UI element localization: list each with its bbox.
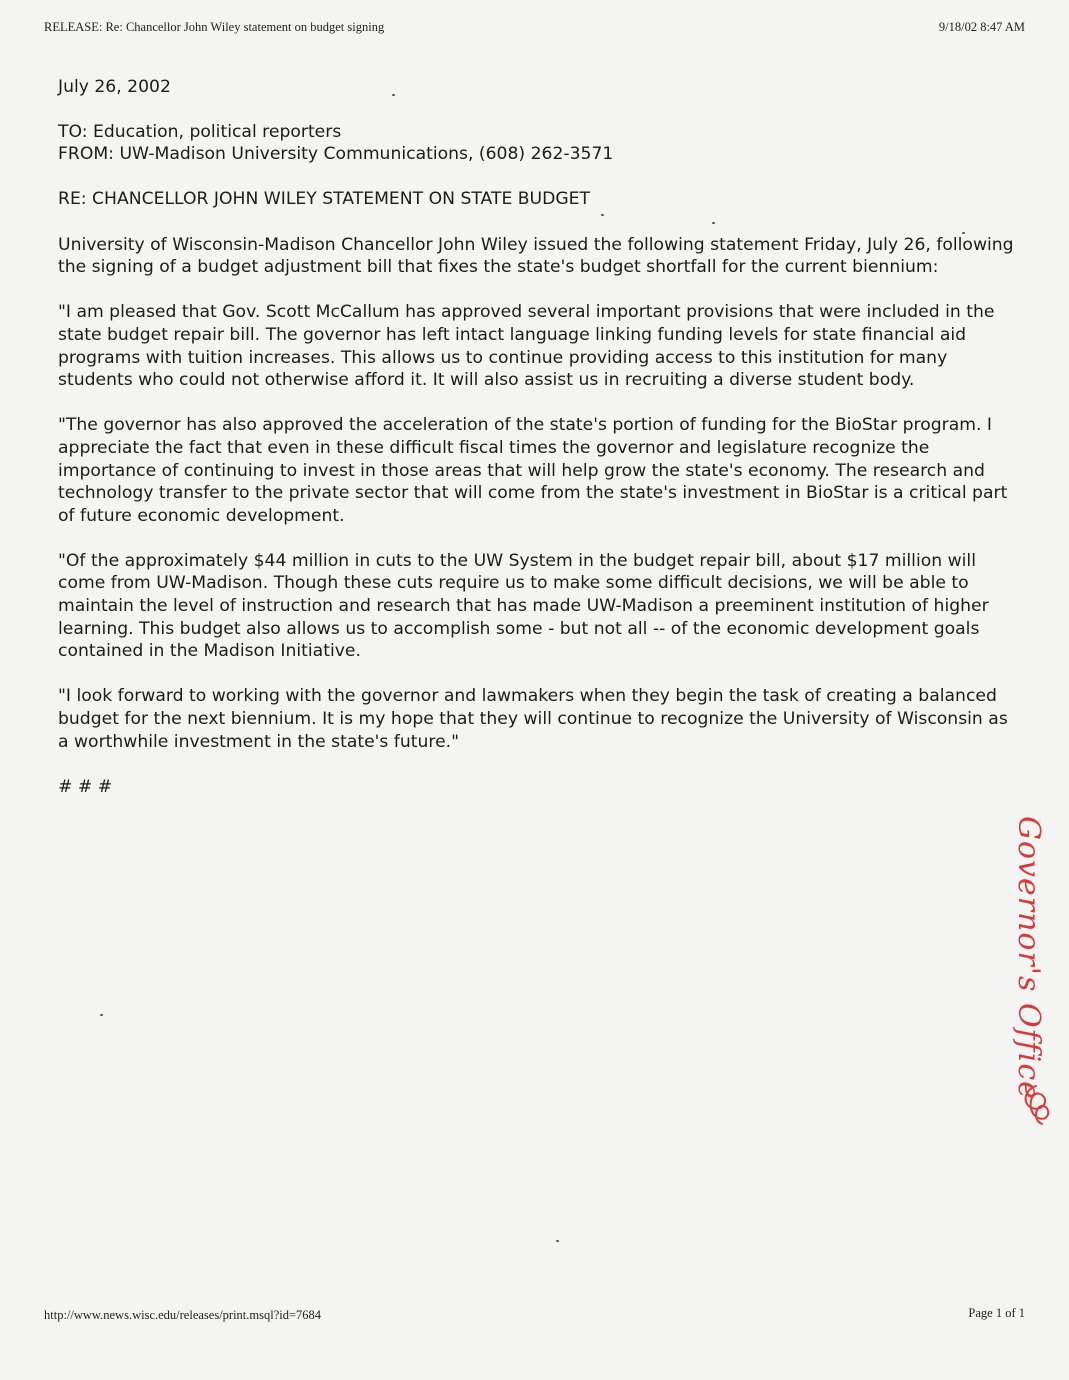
memo-to: TO: Education, political reporters xyxy=(58,121,342,142)
initials-scribble-icon xyxy=(1016,1082,1056,1126)
scan-speck xyxy=(962,232,965,234)
memo-from: FROM: UW-Madison University Communications, (608) 262-3571 xyxy=(58,144,614,165)
page-number: Page 1 of 1 xyxy=(968,1306,1025,1320)
handwritten-note: Governor's Office xyxy=(1011,816,1046,1100)
end-mark: # # # xyxy=(58,776,113,797)
release-title: RELEASE: Re: Chancellor John Wiley statement on budget signing xyxy=(44,20,385,34)
scan-speck xyxy=(392,94,395,96)
press-release-body xyxy=(58,76,1018,821)
memo-subject: RE: CHANCELLOR JOHN WILEY STATEMENT ON STATE BUDGET xyxy=(58,189,591,210)
print-timestamp: 9/18/02 8:47 AM xyxy=(938,20,1025,34)
statement-paragraph-3: "Of the approximately $44 million in cuts to the UW System in the budget repair bill, about $17 million will come from UW-Madison. Though these cuts require us to make some difficult decisions, we will be able to maintain the level of instruction and research that has made UW-Madison a preeminent institution of higher learning. This budget also allows us to accomplish some - but not all -- of the economic development goals contained in the Madison Initiative. xyxy=(58,550,989,662)
statement-paragraph-1: "I am pleased that Gov. Scott McCallum has approved several important provisions that were included in the state budget repair bill. The governor has left intact language linking funding levels for state financial aid programs with tuition increases. This allows us to continue providing access to this institution for many students who could not otherwise afford it. It will also assist us in recruiting a diverse student body. xyxy=(58,302,995,391)
statement-paragraph-4: "I look forward to working with the governor and lawmakers when they begin the task of creating a balanced budget for the next biennium. It is my hope that they will continue to recognize the University of Wisconsin as a worthwhile investment in the state's future." xyxy=(58,686,1008,752)
memo-header xyxy=(58,121,1018,166)
statement-paragraph-2: "The governor has also approved the acceleration of the state's portion of funding for the BioStar program. I appreciate the fact that even in these difficult fiscal times the governor and legislature recognize the importance of continuing to invest in those areas that will help grow the state's economy. The research and technology transfer to the private sector that will come from the state's investment in BioStar is a critical part of future economic development. xyxy=(58,415,1008,526)
intro-paragraph: University of Wisconsin-Madison Chancellor John Wiley issued the following statement Friday, July 26, following the signing of a budget adjustment bill that fixes the state's budget shortfall for the current biennium: xyxy=(58,234,1014,278)
scan-speck xyxy=(556,1240,559,1242)
source-url: http://www.news.wisc.edu/releases/print.msql?id=7684 xyxy=(44,1308,322,1322)
scan-speck xyxy=(712,222,715,224)
release-date: July 26, 2002 xyxy=(58,77,171,97)
scan-speck xyxy=(601,214,604,216)
scan-speck xyxy=(100,1014,103,1016)
